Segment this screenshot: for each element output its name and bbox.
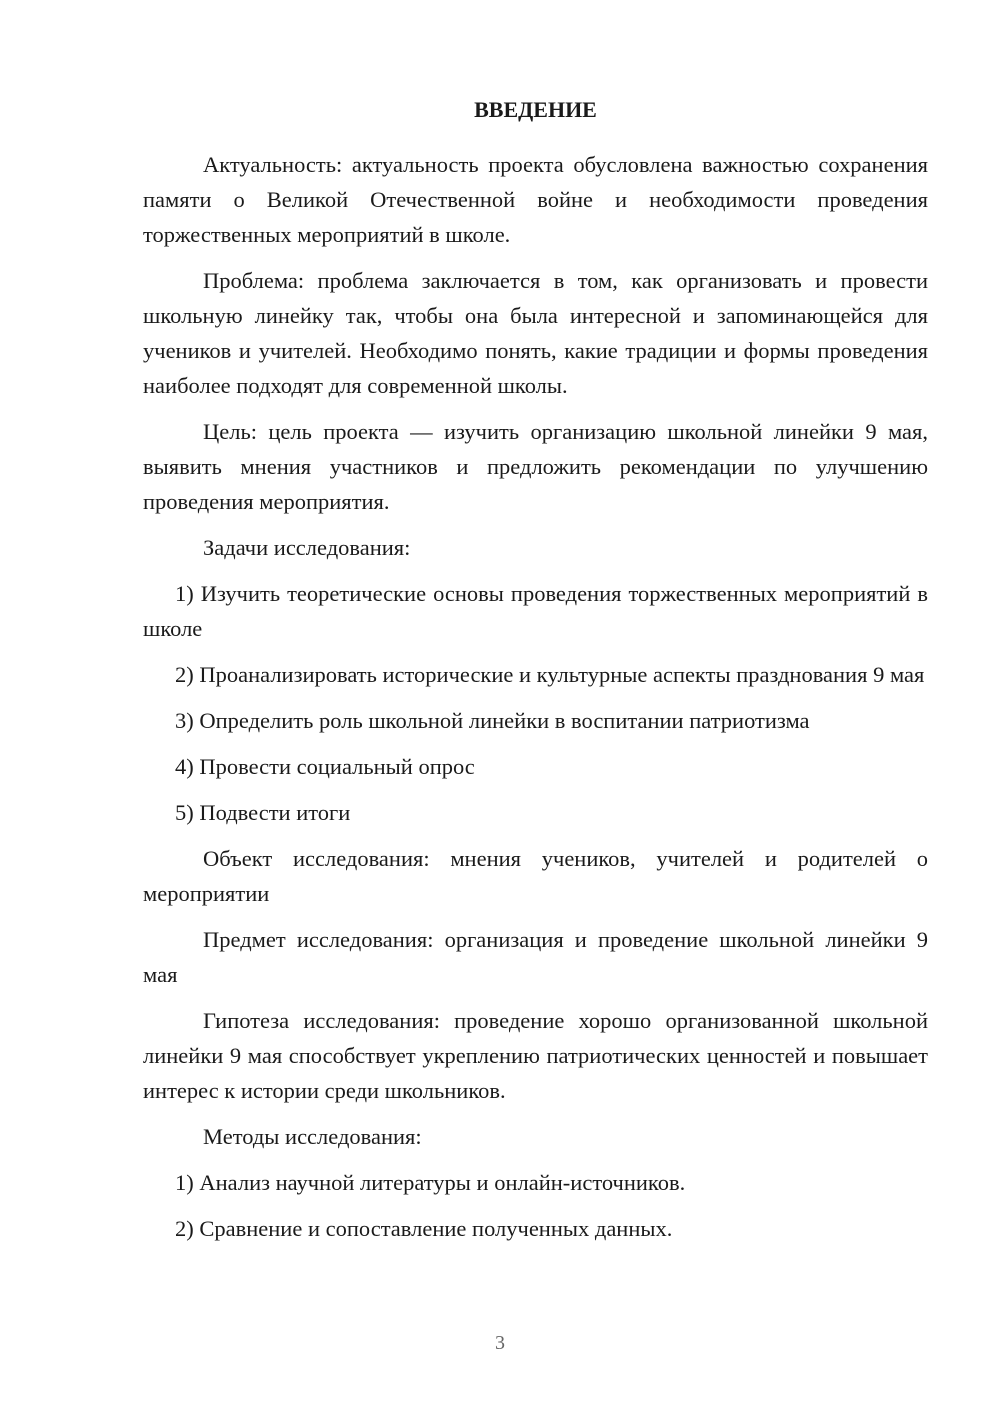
methods-heading: Методы исследования: [203,1124,422,1149]
task-item-4: 4) Провести социальный опрос [175,754,475,779]
paragraph-problem: Проблема: проблема заключается в том, как организовать и провести школьную линейку так, чтобы она была интересной и запоминающейся для учеников и учителей. Необходимо понять, какие традиции и формы проведения наиболее подходят для современной школы. [143,268,928,398]
method-item-1: 1) Анализ научной литературы и онлайн-источников. [175,1170,686,1195]
document-page [143,92,928,1257]
tasks-heading: Задачи исследования: [203,535,411,560]
paragraph-subject: Предмет исследования: организация и проведение школьной линейки 9 мая [143,927,928,987]
section-title: ВВЕДЕНИЕ [474,97,597,122]
paragraph-hypothesis: Гипотеза исследования: проведение хорошо организованной школьной линейки 9 мая способствует укреплению патриотических ценностей и повышает интерес к истории среди школьников. [143,1008,928,1103]
paragraph-goal: Цель: цель проекта — изучить организацию школьной линейки 9 мая, выявить мнения участников и предложить рекомендации по улучшению проведения мероприятия. [143,419,928,514]
task-item-2: 2) Проанализировать исторические и культурные аспекты празднования 9 мая [175,662,925,687]
paragraph-relevance: Актуальность: актуальность проекта обусловлена важностью сохранения памяти о Великой Отечественной войне и необходимости проведения торжественных мероприятий в школе. [143,152,928,247]
task-item-1: 1) Изучить теоретические основы проведения торжественных мероприятий в школе [143,581,928,641]
task-item-5: 5) Подвести итоги [175,800,351,825]
method-item-2: 2) Сравнение и сопоставление полученных данных. [175,1216,673,1241]
paragraph-object: Объект исследования: мнения учеников, учителей и родителей о мероприятии [143,846,928,906]
page-number: 3 [495,1332,505,1354]
task-item-3: 3) Определить роль школьной линейки в воспитании патриотизма [175,708,810,733]
